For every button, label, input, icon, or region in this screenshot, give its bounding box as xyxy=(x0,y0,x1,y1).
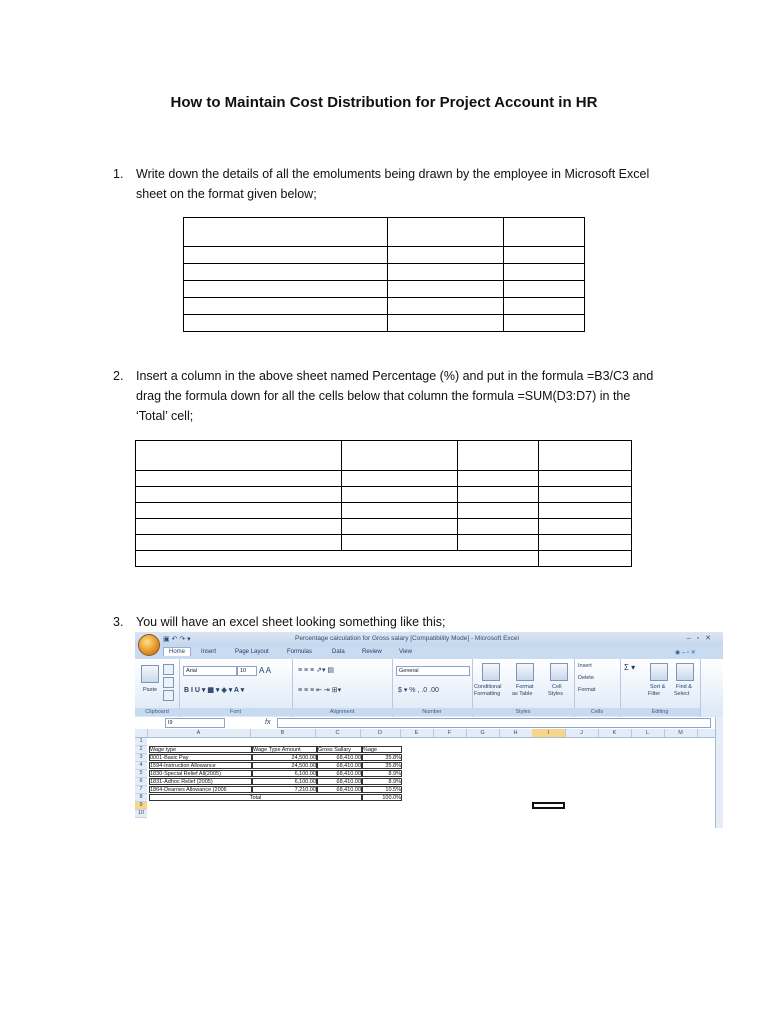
table-cell[interactable]: 8.9% xyxy=(362,770,402,777)
excel-screenshot xyxy=(135,632,723,828)
table-header-cell[interactable]: Wage type xyxy=(149,746,252,753)
sort-filter-icon[interactable] xyxy=(650,663,668,681)
as-table-label[interactable]: as Table xyxy=(512,691,533,697)
group-label: Number xyxy=(392,708,472,716)
column-header-selected[interactable]: I xyxy=(532,729,566,737)
conditional-label[interactable]: Conditional xyxy=(474,684,502,690)
column-header[interactable]: L xyxy=(631,729,665,737)
horizontal-align-icon[interactable]: ≡ ≡ ≡ ⇤ ⇥ ⊞▾ xyxy=(298,687,342,694)
group-editing xyxy=(620,659,701,717)
table-cell[interactable]: 1594-Instruction Allowance xyxy=(149,762,252,769)
table-cell[interactable]: 8.9% xyxy=(362,778,402,785)
filter-label[interactable]: Filter xyxy=(648,691,661,697)
table-cell[interactable]: 6,100.00 xyxy=(252,778,317,785)
group-styles xyxy=(472,659,575,717)
tab-formulas[interactable]: Formulas xyxy=(287,649,313,655)
tab-insert[interactable]: Insert xyxy=(201,649,217,655)
format-label[interactable]: Format xyxy=(516,684,534,690)
step-2 xyxy=(113,366,673,426)
font-size-select[interactable]: 10 xyxy=(237,666,257,676)
table-header-cell[interactable]: %age xyxy=(362,746,402,753)
delete-cells-button[interactable]: Delete xyxy=(578,675,594,681)
currency-percent-icon[interactable]: $ ▾ % , .0 .00 xyxy=(398,687,439,694)
copy-icon[interactable] xyxy=(163,677,174,688)
format-as-table-icon[interactable] xyxy=(516,663,534,681)
row-header[interactable]: 3 xyxy=(135,754,147,762)
selected-cell[interactable] xyxy=(532,802,565,809)
column-headers xyxy=(135,729,723,738)
step-text-line: Insert a column in the above sheet named Percentage (%) and put in the formula =B3/C3 and xyxy=(136,369,654,383)
row-header[interactable]: 1 xyxy=(135,738,147,746)
step-text-line: You will have an excel sheet looking something like this; xyxy=(136,615,446,629)
blank-table-2 xyxy=(135,440,632,567)
step-number: 2. xyxy=(113,369,124,383)
column-header[interactable]: D xyxy=(360,729,401,737)
fx-icon[interactable]: fx xyxy=(265,719,271,726)
step-3 xyxy=(113,612,673,632)
group-label: Styles xyxy=(472,708,574,716)
cut-icon[interactable] xyxy=(163,664,174,675)
excel-window-title: Percentage calculation for Gross salary [Compatibility Mode] - Microsoft Excel xyxy=(295,635,519,642)
group-label: Clipboard xyxy=(135,708,179,716)
office-button-icon[interactable] xyxy=(138,634,160,656)
column-header[interactable]: J xyxy=(565,729,599,737)
name-box[interactable]: I9 xyxy=(165,718,225,728)
row-header[interactable]: 6 xyxy=(135,778,147,786)
tab-review[interactable]: Review xyxy=(362,649,382,655)
table-cell[interactable]: 24,500.00 xyxy=(252,754,317,761)
group-label: Editing xyxy=(620,708,700,716)
table-cell[interactable]: 35.8% xyxy=(362,762,402,769)
group-label: Alignment xyxy=(292,708,392,716)
column-header[interactable]: E xyxy=(400,729,434,737)
number-format-select[interactable]: General xyxy=(396,666,470,676)
quick-access-toolbar[interactable]: ▣ ↶ ↷ ▾ xyxy=(163,636,191,643)
insert-cells-button[interactable]: Insert xyxy=(578,663,592,669)
step-number: 3. xyxy=(113,615,124,629)
cell-styles-icon[interactable] xyxy=(550,663,568,681)
table-cell[interactable]: 0001-Basic Pay xyxy=(149,754,252,761)
table-cell[interactable]: 68,410.00 xyxy=(317,778,362,785)
table-header-cell[interactable]: Gross Sallary xyxy=(317,746,362,753)
table-cell[interactable]: 68,410.00 xyxy=(317,786,362,793)
row-header[interactable]: 5 xyxy=(135,770,147,778)
grow-shrink-font-icon[interactable]: A A xyxy=(259,666,272,675)
row-header[interactable]: 2 xyxy=(135,746,147,754)
total-label-cell[interactable]: Total xyxy=(149,794,362,801)
step-number: 1. xyxy=(113,167,124,181)
vertical-align-icon[interactable]: ≡ ≡ ≡ ⇗▾ ▤ xyxy=(298,667,335,674)
step-text-line: drag the formula down for all the cells below that column the formula =SUM(D3:D7) in the xyxy=(136,389,631,403)
sort-label[interactable]: Sort & xyxy=(650,684,666,690)
paste-button[interactable]: Paste xyxy=(143,687,158,693)
format-cells-button[interactable]: Format xyxy=(578,687,596,693)
table-cell[interactable]: 24,500.00 xyxy=(252,762,317,769)
column-header[interactable]: B xyxy=(250,729,316,737)
group-number xyxy=(392,659,473,717)
vertical-scrollbar[interactable] xyxy=(715,717,723,828)
row-header[interactable]: 7 xyxy=(135,786,147,794)
tab-data[interactable]: Data xyxy=(332,649,345,655)
help-icon[interactable]: ◉ – ▫ ✕ xyxy=(675,650,696,656)
excel-title-bar xyxy=(135,632,723,646)
tab-home[interactable]: Home xyxy=(163,647,191,656)
row-header[interactable]: 4 xyxy=(135,762,147,770)
document-title: How to Maintain Cost Distribution for Project Account in HR xyxy=(170,94,598,111)
tab-page-layout[interactable]: Page Layout xyxy=(235,649,269,655)
format-painter-icon[interactable] xyxy=(163,690,174,701)
column-header[interactable]: F xyxy=(433,729,467,737)
step-text-line: sheet on the format given below; xyxy=(136,187,317,201)
paste-icon[interactable] xyxy=(141,665,159,683)
table-cell[interactable]: 1830-Special Relief All(2005) xyxy=(149,770,252,777)
column-header[interactable]: H xyxy=(499,729,533,737)
row-header[interactable]: 8 xyxy=(135,794,147,802)
group-label: Cells xyxy=(574,708,620,716)
column-header[interactable]: M xyxy=(664,729,698,737)
table-cell[interactable]: 7,210.00 xyxy=(252,786,317,793)
formula-input[interactable] xyxy=(277,718,711,728)
autosum-icon[interactable]: Σ ▾ xyxy=(624,663,636,672)
step-text-line: Write down the details of all the emoluments being drawn by the employee in Microsoft Excel xyxy=(136,167,650,181)
cell-label[interactable]: Cell xyxy=(552,684,562,690)
table-cell[interactable]: 68,410.00 xyxy=(317,770,362,777)
find-select-icon[interactable] xyxy=(676,663,694,681)
group-cells xyxy=(574,659,621,717)
group-clipboard xyxy=(135,659,180,717)
formatting-label[interactable]: Formatting xyxy=(474,691,501,697)
table-cell[interactable]: 68,410.00 xyxy=(317,754,362,761)
table-cell[interactable]: 6,100.00 xyxy=(252,770,317,777)
ribbon-tabs xyxy=(135,646,723,659)
styles-label[interactable]: Styles xyxy=(548,691,563,697)
select-label[interactable]: Select xyxy=(674,691,690,697)
step-text-line: ‘Total’ cell; xyxy=(136,409,194,423)
table-cell[interactable]: 1864-Dearnes Allowance (2006 xyxy=(149,786,252,793)
find-label[interactable]: Find & xyxy=(676,684,692,690)
step-1 xyxy=(113,164,673,204)
tab-view[interactable]: View xyxy=(399,649,412,655)
group-font xyxy=(179,659,293,717)
total-value-cell[interactable]: 100.0% xyxy=(362,794,402,801)
bold-italic-underline-icon[interactable]: B I U ▾ ▦ ▾ ◈ ▾ A ▾ xyxy=(184,687,245,694)
table-cell[interactable]: 10.5% xyxy=(362,786,402,793)
group-label: Font xyxy=(179,708,292,716)
table-cell[interactable]: 1831-Adhoc Relief (2005) xyxy=(149,778,252,785)
window-controls[interactable]: –▫✕ xyxy=(686,635,717,642)
column-header[interactable]: G xyxy=(466,729,500,737)
column-header[interactable]: A xyxy=(147,729,251,737)
blank-table-1 xyxy=(183,217,585,332)
column-header[interactable]: K xyxy=(598,729,632,737)
font-name-select[interactable]: Arial xyxy=(183,666,237,676)
table-header-cell[interactable]: Wage Type Amount xyxy=(252,746,317,753)
ribbon xyxy=(135,659,723,718)
group-alignment xyxy=(292,659,393,717)
row-header[interactable]: 10 xyxy=(135,810,147,818)
table-cell[interactable]: 35.8% xyxy=(362,754,402,761)
column-header[interactable]: C xyxy=(315,729,361,737)
row-header-selected[interactable]: 9 xyxy=(135,802,147,810)
table-cell[interactable]: 68,410.00 xyxy=(317,762,362,769)
conditional-formatting-icon[interactable] xyxy=(482,663,500,681)
